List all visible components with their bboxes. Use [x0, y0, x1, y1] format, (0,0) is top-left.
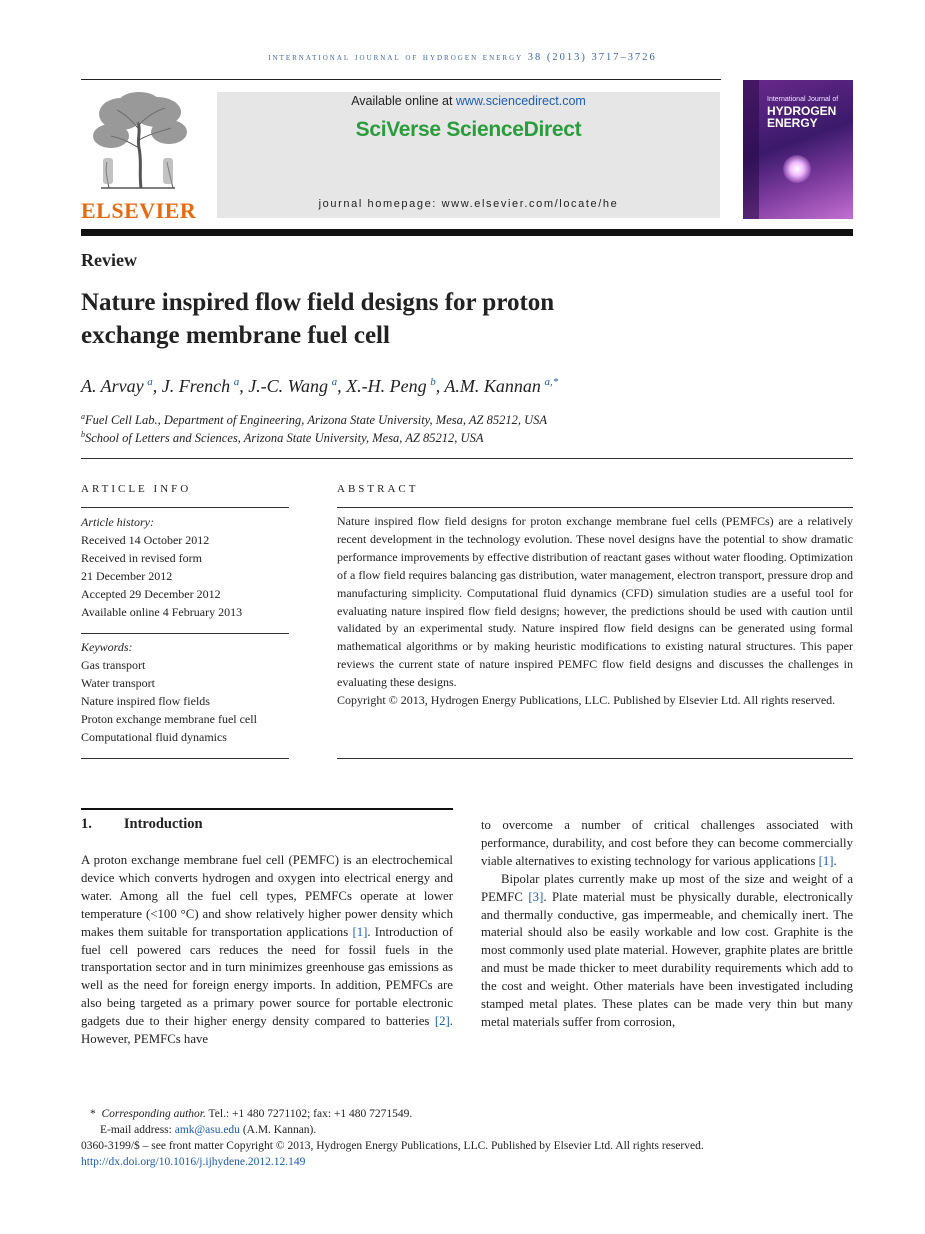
citation-link[interactable]: [2] — [434, 1014, 450, 1029]
cover-stripe — [743, 80, 759, 219]
body-text: . Introduction of fuel cell powered cars reduces the need for fossil fuels in the transportation sector and in turn minimizes greenhouse gas emissions as well as the need for foreign energy imports. In addition, PEMFCs are also being targeted as a primary power source for portable electronic gadgets due to their higher energy density compared to batteries — [81, 924, 453, 1029]
abstract-label: ABSTRACT — [337, 483, 419, 495]
abstract-copyright: Copyright © 2013, Hydrogen Energy Publications, LLC. Published by Elsevier Ltd. All rights reserved. — [337, 693, 836, 708]
history-item: Accepted 29 December 2012 — [81, 586, 221, 601]
article-info-label: ARTICLE INFO — [81, 483, 192, 495]
keyword-item: Water transport — [81, 675, 156, 690]
keyword-item: Gas transport — [81, 657, 146, 672]
sciencedirect-link[interactable]: www.sciencedirect.com — [455, 94, 586, 108]
sciverse-brand: SciVerse ScienceDirect — [355, 118, 582, 141]
author-sep: , — [239, 376, 249, 396]
citation-link[interactable]: [1] — [352, 924, 368, 939]
title-line-1: Nature inspired flow field designs for proton — [81, 289, 555, 316]
keyword-item: Nature inspired flow fields — [81, 693, 210, 708]
author-list — [81, 376, 558, 397]
email-link[interactable]: amk@asu.edu — [174, 1124, 240, 1136]
history-rule — [81, 633, 289, 634]
keywords-rule — [81, 758, 289, 759]
article-title — [81, 286, 781, 352]
affiliation-b — [81, 430, 483, 446]
cover-orb-graphic — [783, 155, 811, 183]
email-label: E-mail address: — [100, 1124, 175, 1136]
keywords-label: Keywords: — [81, 640, 133, 654]
citation-link[interactable]: [3] — [528, 889, 544, 904]
header-rule — [81, 79, 721, 80]
abstract-rule — [337, 507, 853, 508]
doi-text[interactable]: http://dx.doi.org/10.1016/j.ijhydene.2012.12.149 — [81, 1156, 306, 1168]
author-sep: , — [337, 376, 347, 396]
affil-mark: a — [81, 412, 85, 421]
affiliation-a — [81, 412, 547, 428]
author-sep: , — [152, 376, 162, 396]
article-type: Review — [81, 250, 137, 270]
email-name: (A.M. Kannan). — [239, 1124, 317, 1136]
author-affil-mark[interactable]: a — [147, 376, 153, 388]
corresponding-contact: Tel.: +1 480 7271102; fax: +1 480 7271549. — [205, 1108, 413, 1120]
cover-title — [767, 105, 836, 129]
available-online-line — [217, 94, 720, 108]
author-affil-mark[interactable]: a,* — [544, 376, 559, 388]
body-text: . However, PEMFCs have — [81, 1014, 453, 1047]
author-affil-mark[interactable]: b — [430, 376, 436, 388]
author-name: J.-C. Wang — [248, 376, 329, 396]
email-footnote — [100, 1122, 316, 1138]
author-name: X.-H. Peng — [346, 376, 427, 396]
author-affil-mark[interactable]: a — [233, 376, 240, 388]
keyword-item: Proton exchange membrane fuel cell — [81, 711, 257, 726]
cover-title-line1: HYDROGEN — [767, 104, 837, 118]
paragraph — [481, 871, 853, 1032]
affil-text: Fuel Cell Lab., Department of Engineering, Arizona State University, Mesa, AZ 85212, USA — [85, 413, 547, 428]
author-affil-mark[interactable]: a — [331, 376, 338, 388]
footnote-star: * — [90, 1108, 96, 1120]
journal-cover — [743, 80, 853, 219]
intro-left-column — [81, 852, 453, 1049]
doi-link[interactable] — [81, 1154, 305, 1170]
body-text: . — [833, 853, 837, 868]
citation-link[interactable]: [1] — [818, 853, 834, 868]
elsevier-wordmark: ELSEVIER — [81, 198, 197, 223]
corresponding-footnote — [90, 1106, 412, 1122]
affil-text: School of Letters and Sciences, Arizona State University, Mesa, AZ 85212, USA — [85, 431, 484, 446]
section-number: 1. — [81, 816, 92, 832]
masthead-rule — [81, 229, 853, 236]
cover-subtitle: International Journal of — [767, 96, 839, 103]
author-name: A.M. Kannan — [444, 376, 541, 396]
article-info-rule — [81, 507, 289, 508]
running-head: international journal of hydrogen energy 38 (2013) 3717–3726 — [268, 52, 657, 63]
keywords — [81, 639, 289, 746]
author-name: A. Arvay — [81, 376, 144, 396]
cover-title-line2: ENERGY — [767, 116, 818, 130]
history-item: 21 December 2012 — [81, 568, 173, 583]
body-text: to overcome a number of critical challenges associated with performance, durability, and cost before they can become commercially viable alternatives to existing technology for various applications — [481, 818, 853, 868]
body-text: . Plate material must be physically durable, electronically and thermally conductive, gas impermeable, and chemically inert. The material should also be easily workable and low cost. Graphite is the most commonly used plate material. However, graphite plates are brittle and must be made thicker to meet durability requirements which add to the cost and weight. Other materials have been investigated including stamped metal plates. These plates can be made very thin but many metal materials suffer from corrosion, — [481, 889, 853, 1029]
journal-homepage[interactable]: journal homepage: www.elsevier.com/locate/he — [318, 198, 619, 210]
abstract-text: Nature inspired flow field designs for proton exchange membrane fuel cells (PEMFCs) are a relatively recent development in the technology evolution. These novel designs have the potential to show dramatic performance improvements by effective distribution of reactant gases without water flooding. Optimization of a flow field requires balancing gas distribution, water management, electron transport, pressure drop and manufacturing simplicity. Computational fluid dynamics (CFD) simulation studies are a useful tool for evaluating nature inspired flow field designs; however, the predictions should be used with caution until validated by an experimental study. Nature inspired flow field designs can be generated using formal mathematical algorithms or by making heuristic modifications to existing natural structures. This paper reviews the current state of nature inspired PEMFC flow field designs and discusses the challenges in evaluating these designs. — [337, 514, 853, 690]
history-item: Available online 4 February 2013 — [81, 604, 243, 619]
body-text: Bipolar plates currently make up most of the size and weight of a PEMFC — [481, 871, 853, 904]
article-history — [81, 514, 289, 621]
section-rule — [81, 808, 453, 810]
abstract-body — [337, 513, 853, 710]
affil-mark: b — [81, 430, 85, 439]
section-title: Introduction — [123, 816, 203, 832]
history-item: Received 14 October 2012 — [81, 532, 210, 547]
body-text: A proton exchange membrane fuel cell (PEMFC) is an electrochemical device which converts hydrogen and oxygen into electrical energy and water. Among all the fuel cell types, PEMFCs operate at lower temperature (<100 °C) and show relatively higher power density which makes them suitable for transportation applications — [81, 853, 453, 939]
abstract-end-rule — [337, 758, 853, 759]
title-line-2: exchange membrane fuel cell — [81, 322, 390, 349]
affiliation-rule — [81, 458, 853, 459]
intro-right-column — [481, 817, 853, 1032]
history-label: Article history: — [81, 515, 154, 529]
issn-line: 0360-3199/$ – see front matter Copyright © 2013, Hydrogen Energy Publications, LLC. Published by Elsevier Ltd. All rights reserved. — [81, 1140, 704, 1152]
keyword-item: Computational fluid dynamics — [81, 729, 227, 744]
author-sep: , — [435, 376, 445, 396]
section-heading — [81, 816, 203, 833]
corresponding-label: Corresponding author. — [101, 1108, 206, 1120]
sciencedirect-banner — [217, 92, 720, 218]
available-prefix: Available online at — [351, 94, 456, 108]
history-item: Received in revised form — [81, 550, 202, 565]
author-name: J. French — [161, 376, 231, 396]
paragraph — [481, 817, 853, 871]
